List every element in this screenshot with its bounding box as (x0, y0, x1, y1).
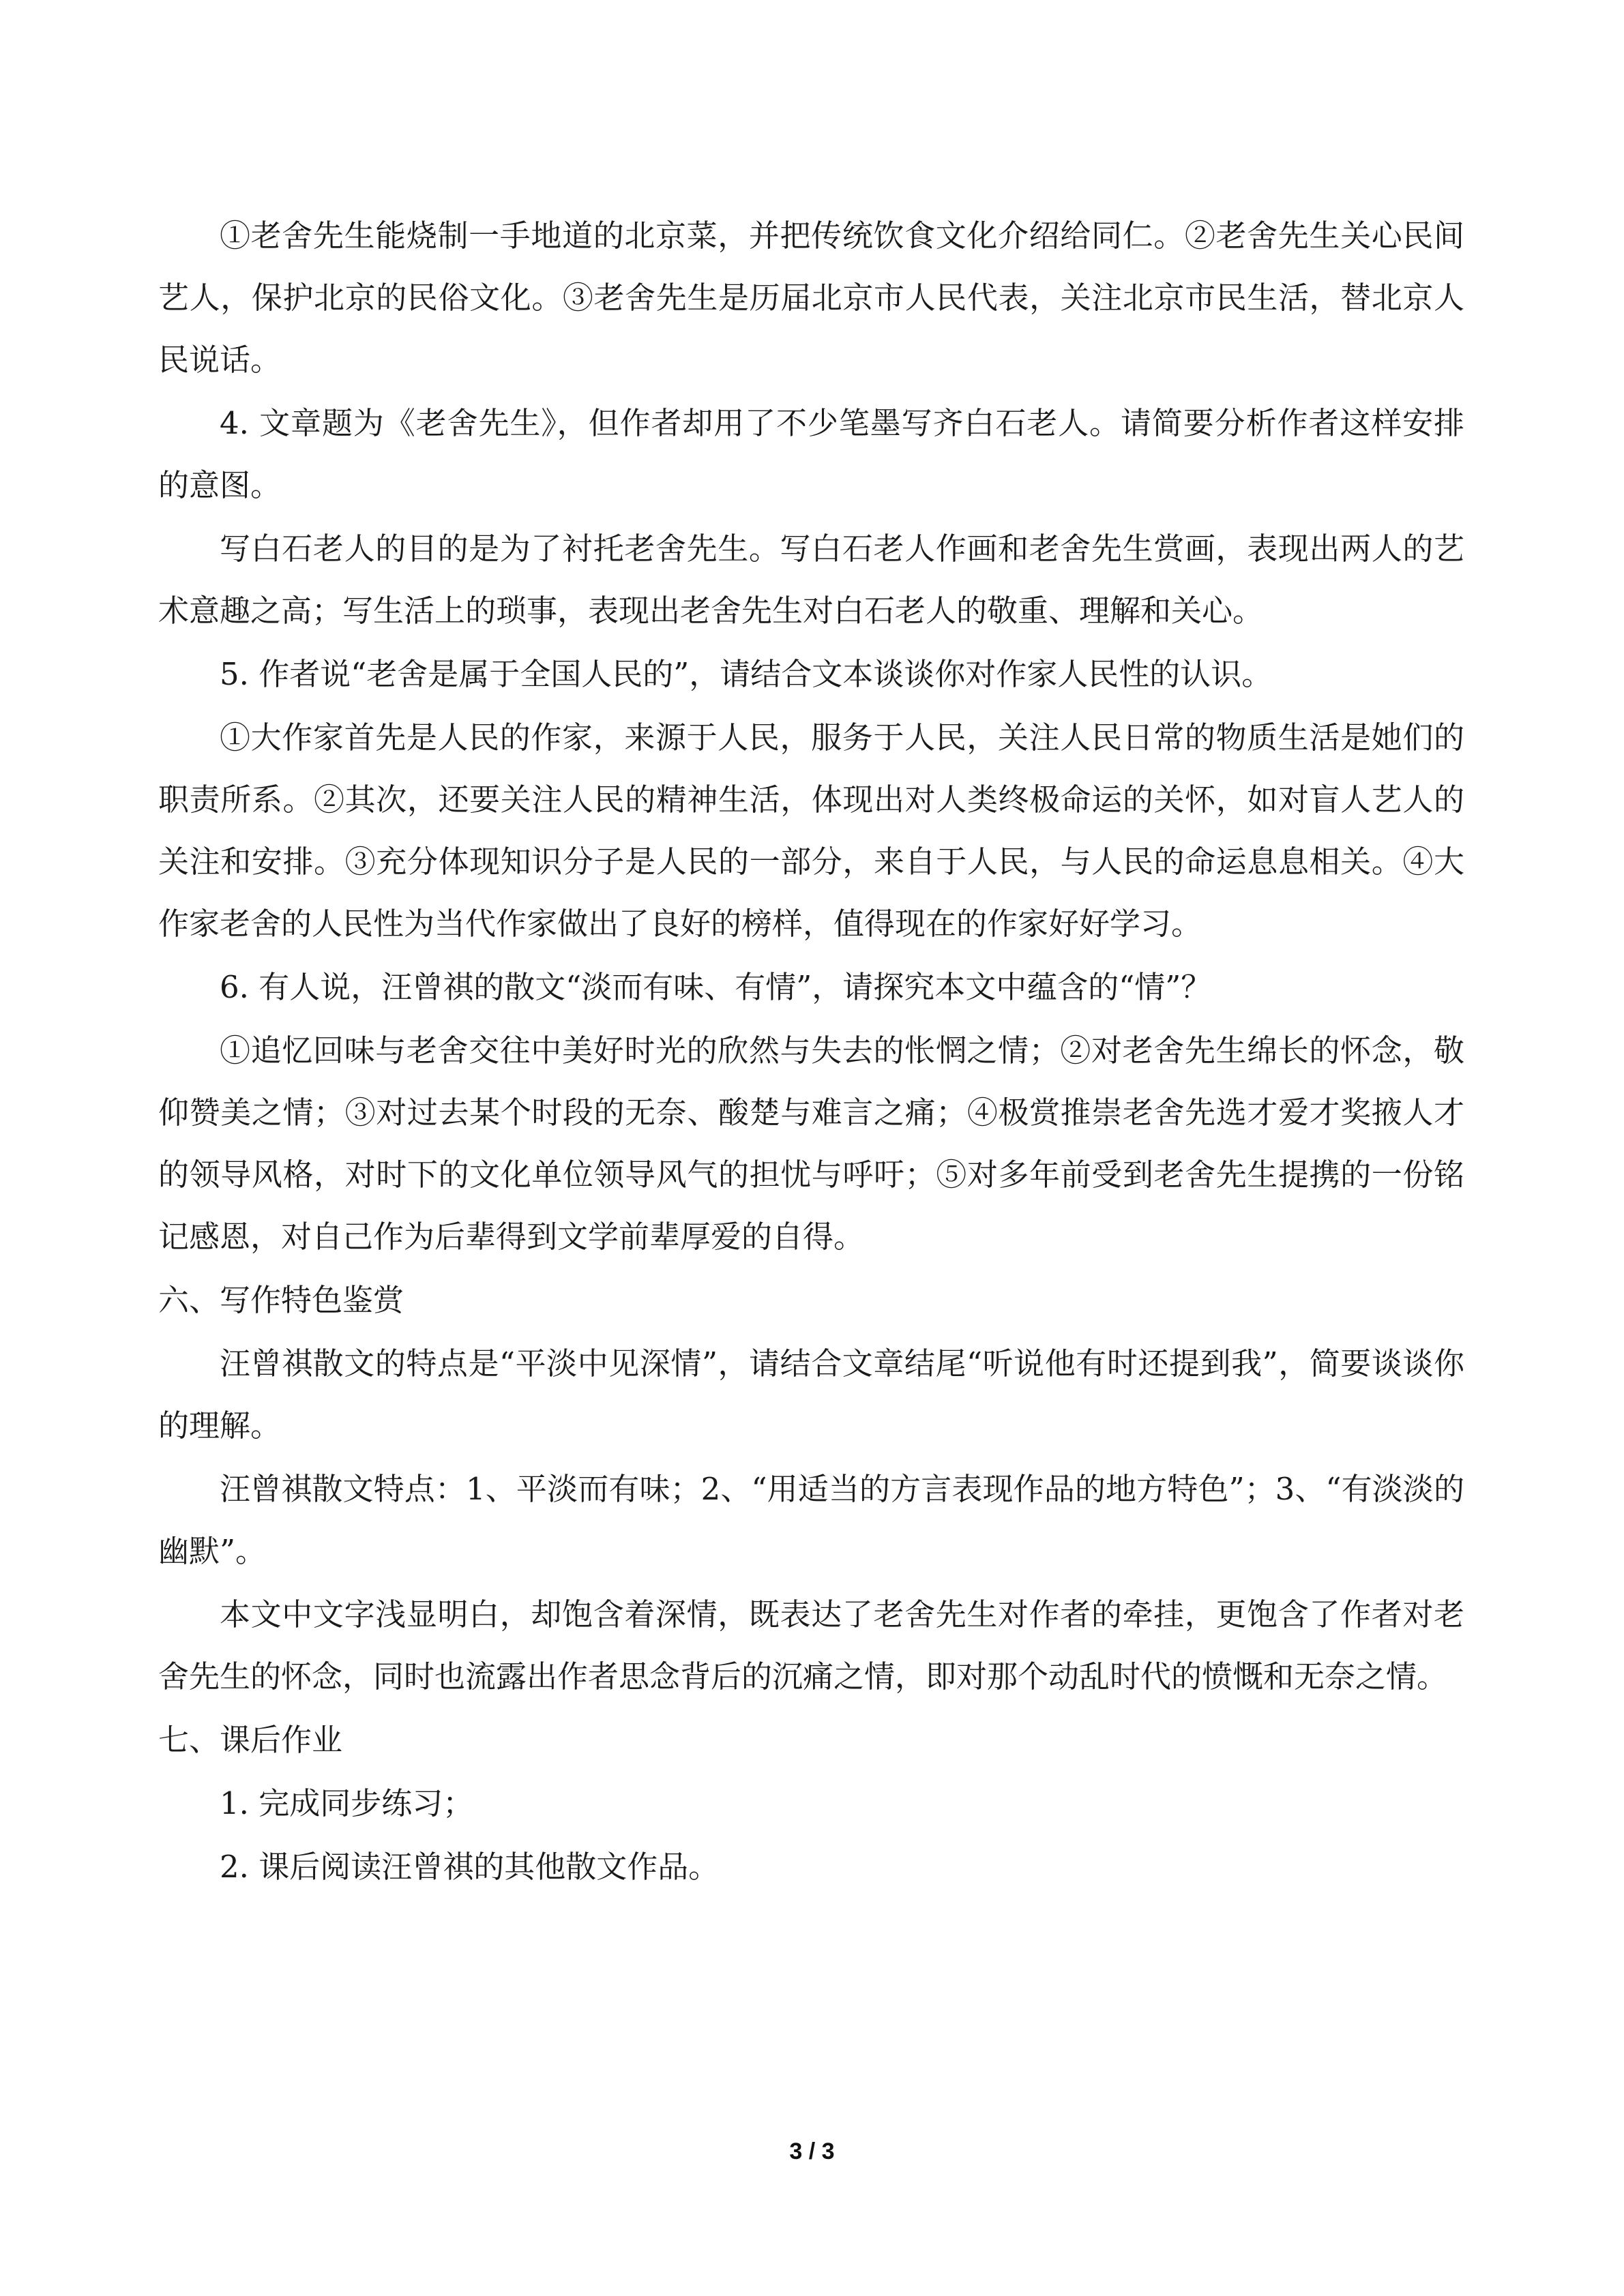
document-body (158, 205, 1464, 1899)
answer-paragraph: 汪曾祺散文特点：1、平淡而有味；2、“用适当的方言表现作品的地方特色”；3、“有淡淡的幽默”。 (158, 1471, 1464, 1569)
answer-paragraph: ①追忆回味与老舍交往中美好时光的欣然与失去的怅惘之情；②对老舍先生绵长的怀念，敬仰赞美之情；③对过去某个时段的无奈、酸楚与难言之痛；④极赏推崇老舍先选才爱才奖掖人才的领导风格，对时下的文化单位领导风气的担忧与呼吁；⑤对多年前受到老舍先生提携的一份铭记感恩，对自己作为后辈得到文学前辈厚爱的自得。 (158, 1032, 1464, 1255)
section-heading: 七、课后作业 (158, 1722, 343, 1758)
answer-paragraph: ①老舍先生能烧制一手地道的北京菜，并把传统饮食文化介绍给同仁。②老舍先生关心民间艺人，保护北京的民俗文化。③老舍先生是历届北京市人民代表，关注北京市民生活，替北京人民说话。 (158, 218, 1464, 378)
answer-paragraph: 写白石老人的目的是为了衬托老舍先生。写白石老人作画和老舍先生赏画，表现出两人的艺术意趣之高；写生活上的琐事，表现出老舍先生对白石老人的敬重、理解和关心。 (158, 531, 1464, 629)
question-paragraph: 6. 有人说，汪曾祺的散文“淡而有味、有情”，请探究本文中蕴含的“情”？ (220, 969, 1212, 1005)
page-number: 3 / 3 (789, 2138, 835, 2164)
homework-item: 1. 完成同步练习； (220, 1785, 474, 1821)
answer-paragraph: 本文中文字浅显明白，却饱含着深情，既表达了老舍先生对作者的牵挂，更饱含了作者对老舍先生的怀念，同时也流露出作者思念背后的沉痛之情，即对那个动乱时代的愤慨和无奈之情。 (158, 1596, 1464, 1695)
section-heading: 六、写作特色鉴赏 (158, 1282, 404, 1318)
question-paragraph: 4. 文章题为《老舍先生》，但作者却用了不少笔墨写齐白石老人。请简要分析作者这样安排的意图。 (158, 405, 1464, 503)
question-paragraph: 汪曾祺散文的特点是“平淡中见深情”，请结合文章结尾“听说他有时还提到我”，简要谈谈你的理解。 (158, 1345, 1464, 1444)
answer-paragraph: ①大作家首先是人民的作家，来源于人民，服务于人民，关注人民日常的物质生活是她们的职责所系。②其次，还要关注人民的精神生活，体现出对人类终极命运的关怀，如对盲人艺人的关注和安排。③充分体现知识分子是人民的一部分，来自于人民，与人民的命运息息相关。④大作家老舍的人民性为当代作家做出了良好的榜样，值得现在的作家好好学习。 (158, 719, 1464, 942)
homework-item: 2. 课后阅读汪曾祺的其他散文作品。 (220, 1849, 720, 1885)
question-paragraph: 5. 作者说“老舍是属于全国人民的”，请结合文本谈谈你对作家人民性的认识。 (220, 656, 1273, 692)
